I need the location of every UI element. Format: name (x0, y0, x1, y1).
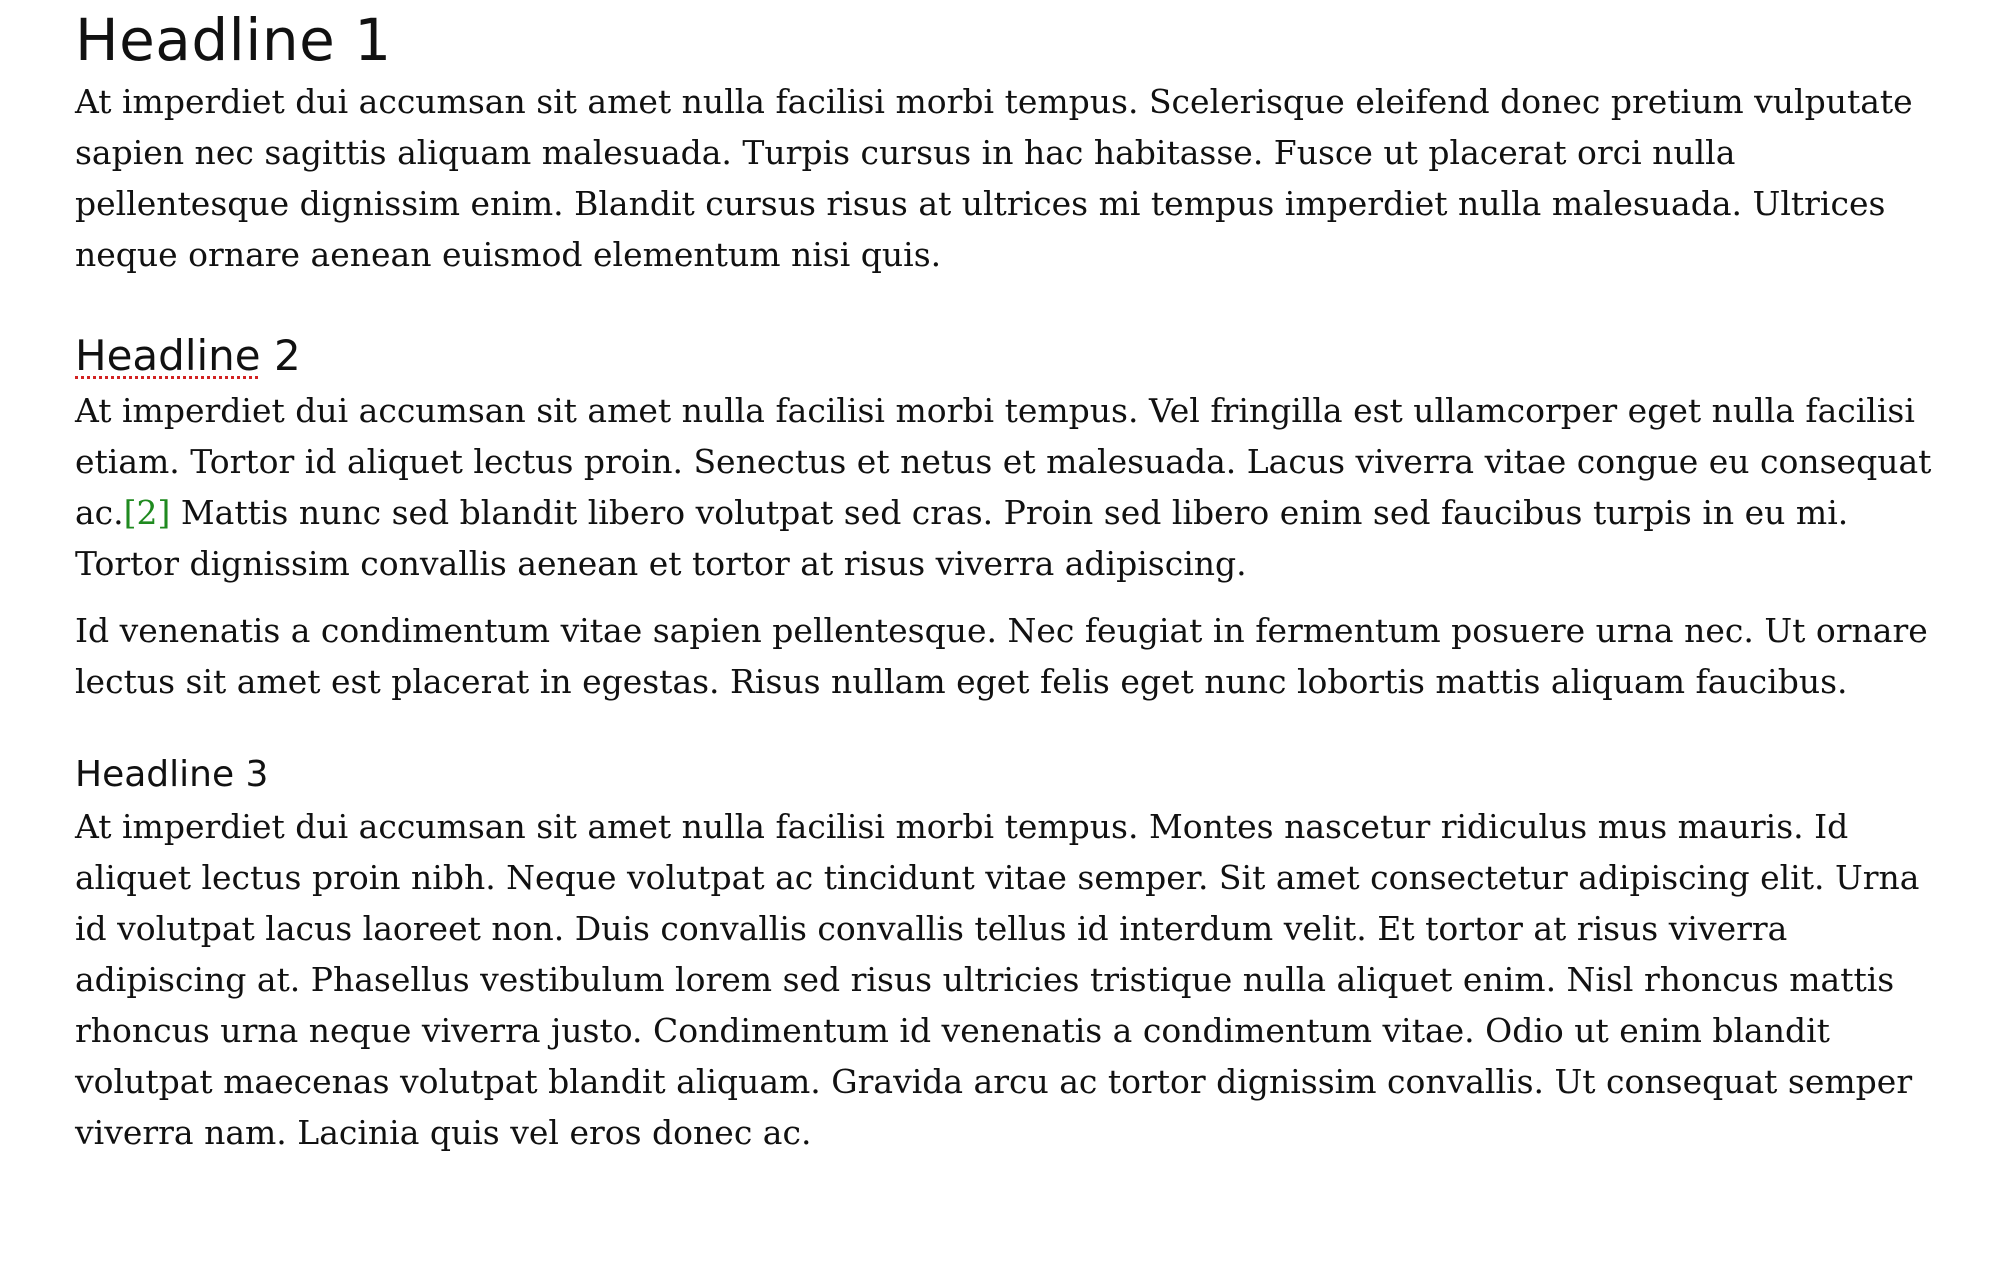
headline-2-number: 2 (260, 331, 301, 380)
paragraph-line: id volutpat lacus laoreet non. Duis convallis convallis tellus id interdum velit. Et tortor at risus viverra (75, 909, 1788, 948)
paragraph-line: At imperdiet dui accumsan sit amet nulla facilisi morbi tempus. Vel fringilla est ullamcorper eget nulla facilisi (75, 391, 1915, 430)
paragraph-line: volutpat maecenas volutpat blandit aliquam. Gravida arcu ac tortor dignissim convallis. Ut consequat semper (75, 1062, 1913, 1101)
paragraph-line: adipiscing at. Phasellus vestibulum lorem sed risus ultricies tristique nulla aliquet enim. Nisl rhoncus mattis (75, 960, 1895, 999)
footnote-reference-link[interactable]: [2] (123, 493, 171, 532)
paragraph-line: pellentesque dignissim enim. Blandit cursus risus at ultrices mi tempus imperdiet nulla malesuada. Ultrices (75, 184, 1886, 223)
paragraph-line: neque ornare aenean euismod elementum nisi quis. (75, 235, 942, 274)
paragraph-line: rhoncus urna neque viverra justo. Condimentum id venenatis a condimentum vitae. Odio ut enim blandit (75, 1011, 1830, 1050)
line-text: Mattis nunc sed blandit libero volutpat sed cras. Proin sed libero enim sed faucibus turpis in eu mi. (170, 493, 1849, 532)
headline-3: Headline 3 (75, 754, 269, 795)
paragraph-line: lectus sit amet est placerat in egestas. Risus nullam eget felis eget nunc lobortis mattis aliquam faucibus. (75, 662, 1848, 701)
paragraph-line: Id venenatis a condimentum vitae sapien pellentesque. Nec feugiat in fermentum posuere urna nec. Ut ornare (75, 611, 1928, 650)
paragraph-line (75, 487, 1955, 538)
headline-2 (75, 327, 1955, 385)
paragraph-line: At imperdiet dui accumsan sit amet nulla facilisi morbi tempus. Montes nascetur ridiculus mus mauris. Id (75, 807, 1849, 846)
line-text: ac. (75, 493, 124, 532)
section-2-paragraph-1 (75, 385, 1955, 589)
paragraph-line: viverra nam. Lacinia quis vel eros donec ac. (75, 1113, 812, 1152)
paragraph-line: aliquet lectus proin nibh. Neque volutpat ac tincidunt vitae semper. Sit amet consectetur adipiscing elit. Urna (75, 858, 1920, 897)
section-2-paragraph-2 (75, 605, 1955, 707)
paragraph-line: sapien nec sagittis aliquam malesuada. Turpis cursus in hac habitasse. Fusce ut placerat orci nulla (75, 133, 1736, 172)
paragraph-line: etiam. Tortor id aliquet lectus proin. Senectus et netus et malesuada. Lacus viverra vitae congue eu consequat (75, 442, 1932, 481)
section-3-paragraph (75, 801, 1955, 1158)
headline-1: Headline 1 (75, 6, 392, 74)
paragraph-line: Tortor dignissim convallis aenean et tortor at risus viverra adipiscing. (75, 544, 1247, 583)
document-body (75, 0, 1955, 1158)
spellcheck-flagged-word[interactable]: Headline (75, 331, 261, 380)
section-1-paragraph (75, 76, 1955, 280)
paragraph-line: At imperdiet dui accumsan sit amet nulla facilisi morbi tempus. Scelerisque eleifend donec pretium vulputate (75, 82, 1913, 121)
